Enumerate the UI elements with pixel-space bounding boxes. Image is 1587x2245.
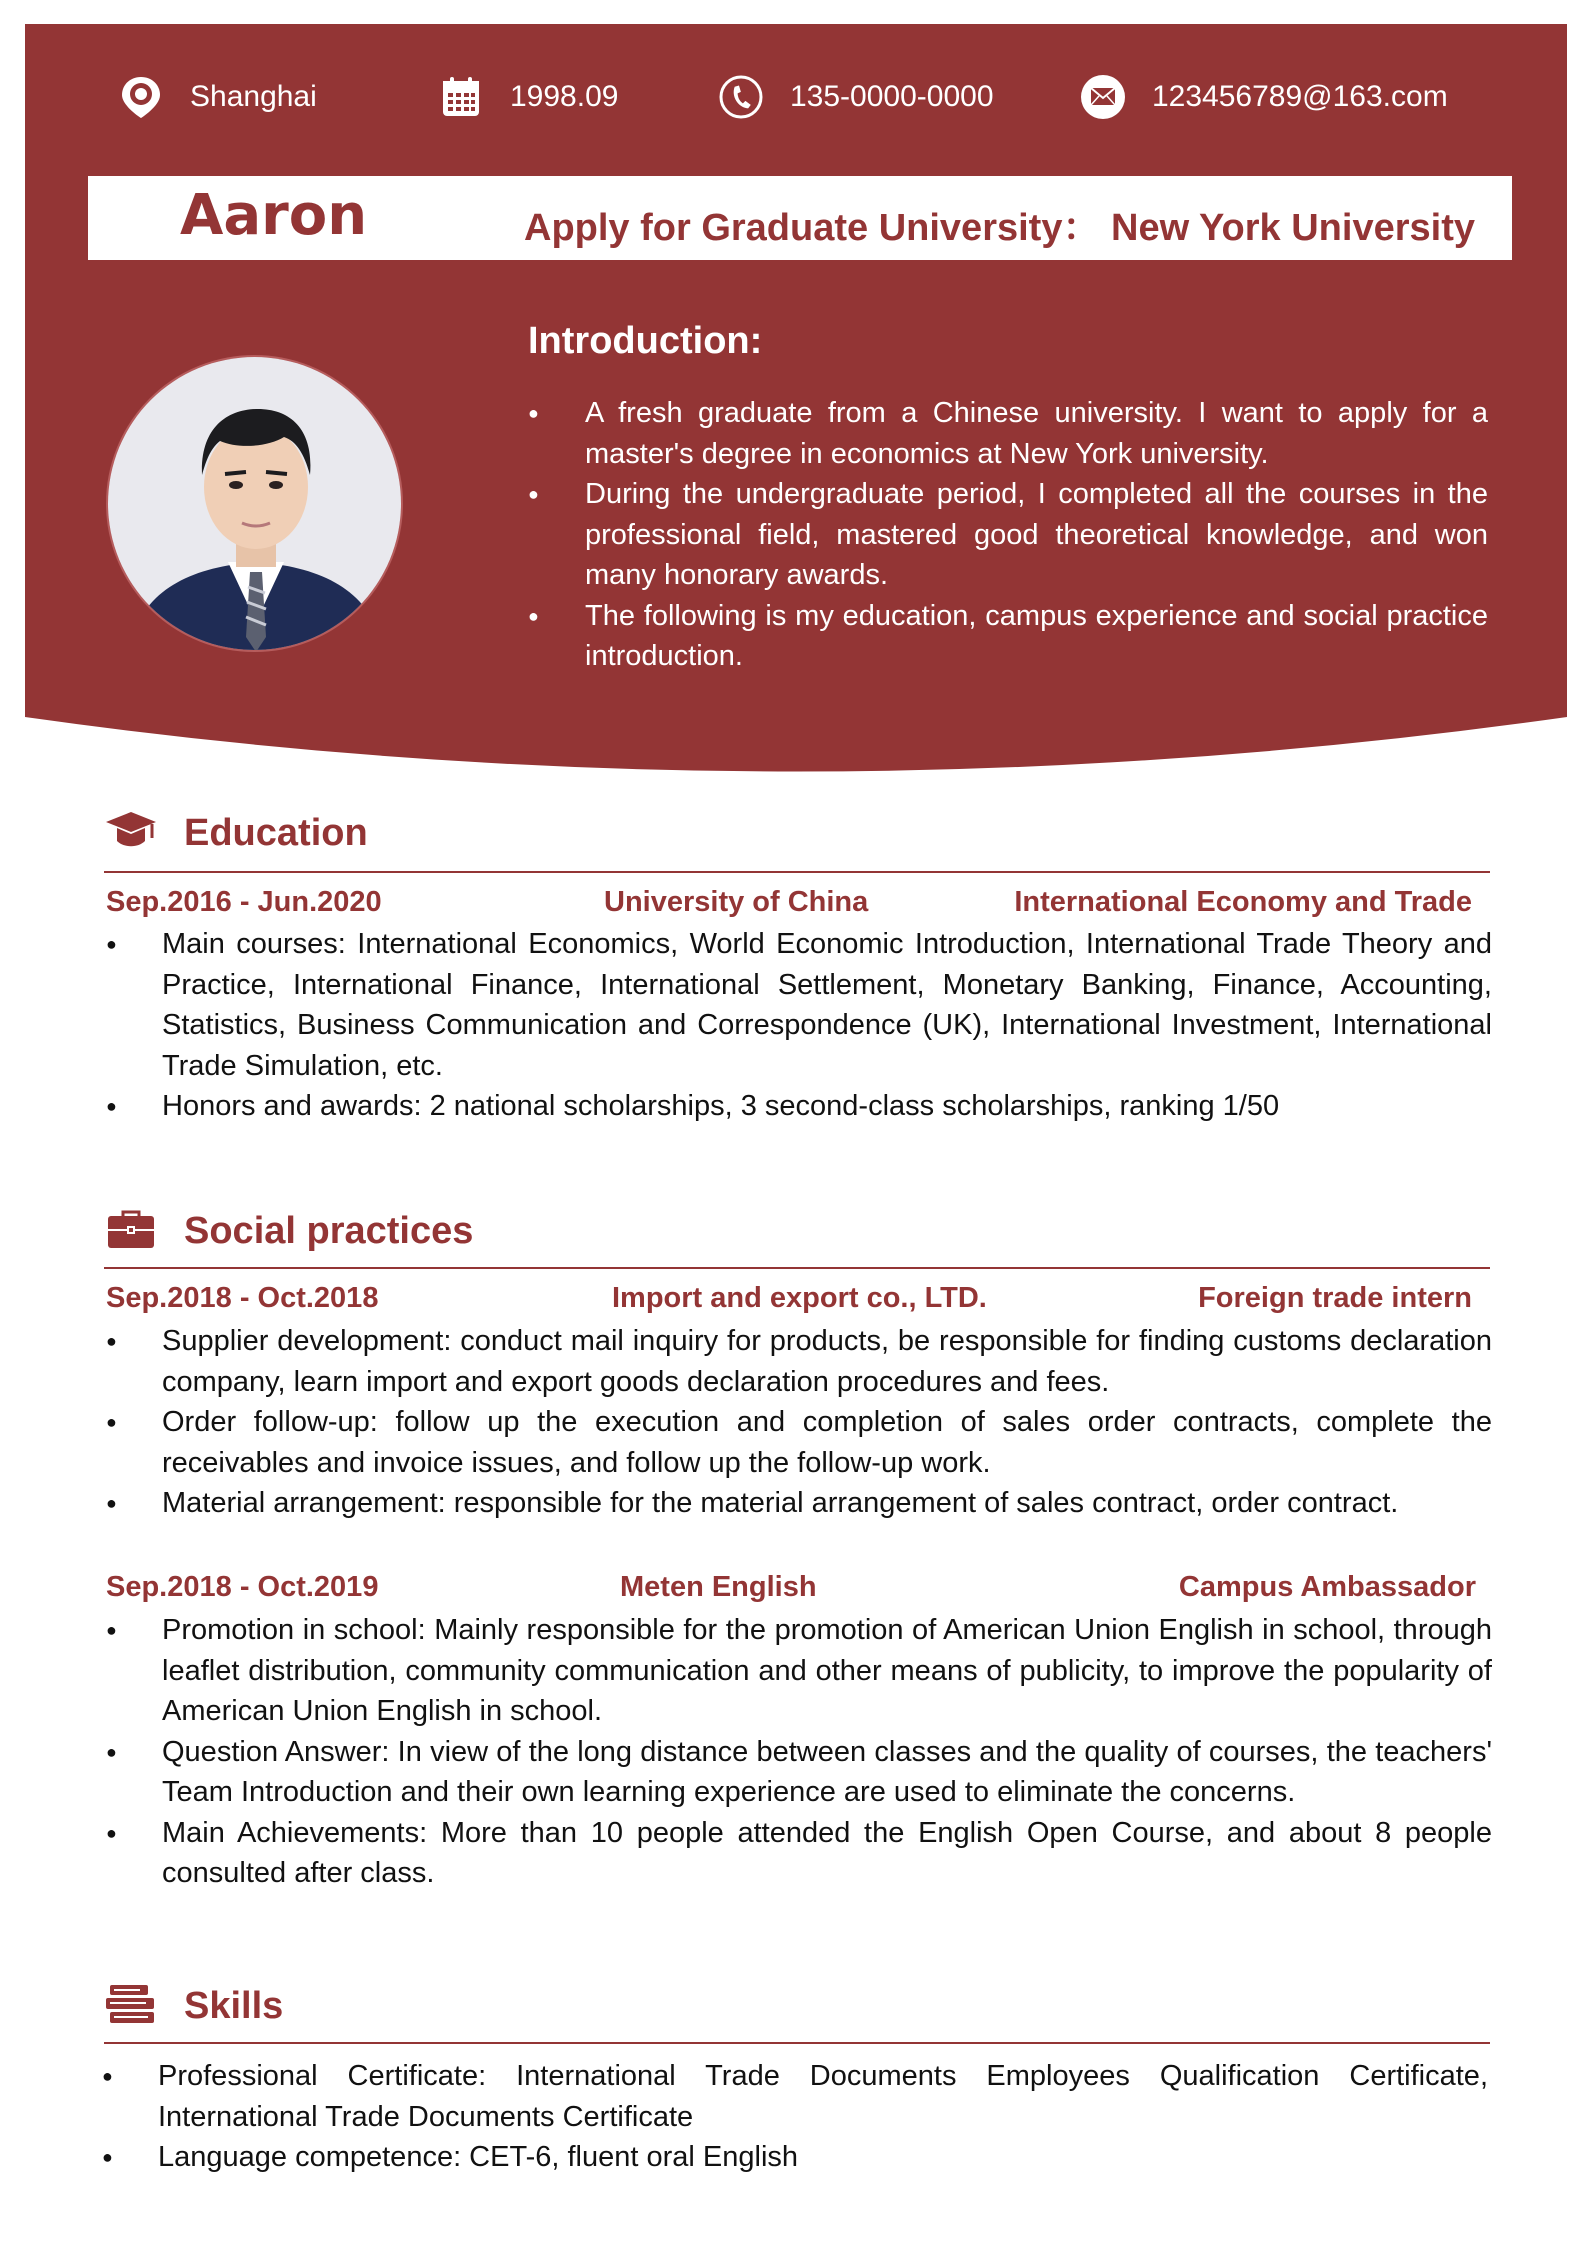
list-item: ● Honors and awards: 2 national scholarships, 3 second-class scholarships, ranking 1/50 — [106, 1086, 1492, 1127]
phone-text: 135-0000-0000 — [790, 80, 994, 113]
apply-target: Apply for Graduate University： New York University — [524, 207, 1475, 249]
education-entry-header — [106, 886, 1486, 926]
social-entry-header — [106, 1282, 1486, 1322]
education-divider — [104, 871, 1490, 873]
email-text: 123456789@163.com — [1152, 80, 1448, 113]
location-pin-icon — [118, 74, 164, 120]
entry-date: Sep.2018 - Oct.2018 — [106, 1282, 379, 1314]
name-bar — [88, 176, 1512, 260]
entry-role: Campus Ambassador — [1178, 1571, 1476, 1603]
birth-text: 1998.09 — [510, 80, 619, 113]
intro-item: ● A fresh graduate from a Chinese university. I want to apply for a master's degree in economics at New York university. — [528, 393, 1488, 474]
skills-divider — [104, 2042, 1490, 2044]
list-item: ● Main courses: International Economics, World Economic Introduction, International Trade Theory and Practice, International Finance, International Settlement, Monetary Banking, Finance, Accounting, Statistics, Business Communication and Correspondence (UK), International Investment, International Trade Simulation, etc. — [106, 924, 1492, 1086]
books-icon — [104, 1981, 158, 2025]
skills-heading: Skills — [184, 1985, 284, 2027]
profile-photo — [106, 355, 403, 652]
intro-heading: Introduction: — [528, 320, 763, 362]
entry-org: Meten English — [620, 1571, 817, 1603]
list-item: ● Question Answer: In view of the long distance between classes and the quality of courses, the teachers' Team Introduction and their own learning experience are used to eliminate the concerns. — [106, 1732, 1492, 1813]
list-item: ● Order follow-up: follow up the execution and completion of sales order contracts, complete the receivables and invoice issues, and follow up the follow-up work. — [106, 1402, 1492, 1483]
list-item: ● Main Achievements: More than 10 people attended the English Open Course, and about 8 people consulted after class. — [106, 1813, 1492, 1894]
portrait-illustration — [108, 357, 403, 652]
location-text: Shanghai — [190, 80, 317, 113]
contact-birth — [438, 70, 618, 124]
contact-phone — [718, 70, 994, 124]
phone-icon — [718, 74, 764, 120]
list-item: ● Supplier development: conduct mail inquiry for products, be responsible for finding customs declaration company, learn import and export goods declaration procedures and fees. — [106, 1321, 1492, 1402]
intro-item: ● The following is my education, campus experience and social practice introduction. — [528, 596, 1488, 677]
candidate-name: Aaron — [180, 183, 368, 248]
social-entry-header — [106, 1571, 1486, 1611]
entry-org: Import and export co., LTD. — [612, 1282, 987, 1314]
graduation-cap-icon — [104, 808, 158, 852]
skills-bullets — [102, 2056, 1488, 2178]
social-divider — [104, 1267, 1490, 1269]
social-heading: Social practices — [184, 1210, 474, 1252]
list-item: ● Professional Certificate: International Trade Documents Employees Qualification Certificate, International Trade Documents Certificate — [102, 2056, 1488, 2137]
list-item: ● Language competence: CET-6, fluent oral English — [102, 2137, 1488, 2178]
entry-date: Sep.2016 - Jun.2020 — [106, 886, 382, 918]
list-item: ● Promotion in school: Mainly responsible for the promotion of American Union English in school, through leaflet distribution, community communication and other means of publicity, to improve the popularity of American Union English in school. — [106, 1610, 1492, 1732]
envelope-icon — [1080, 74, 1126, 120]
social-bullets — [106, 1321, 1492, 1524]
intro-list — [528, 393, 1488, 677]
social-bullets — [106, 1610, 1492, 1894]
calendar-icon — [438, 74, 484, 120]
entry-date: Sep.2018 - Oct.2019 — [106, 1571, 379, 1603]
entry-org: University of China — [604, 886, 869, 918]
education-heading: Education — [184, 812, 368, 854]
briefcase-icon — [104, 1207, 158, 1251]
entry-role: International Economy and Trade — [1014, 886, 1472, 918]
education-bullets — [106, 924, 1492, 1127]
list-item: ● Material arrangement: responsible for the material arrangement of sales contract, order contract. — [106, 1483, 1492, 1524]
entry-role: Foreign trade intern — [1198, 1282, 1472, 1314]
intro-item: ● During the undergraduate period, I completed all the courses in the professional field, mastered good theoretical knowledge, and won many honorary awards. — [528, 474, 1488, 596]
contact-email — [1080, 70, 1448, 124]
contact-location — [118, 70, 317, 124]
